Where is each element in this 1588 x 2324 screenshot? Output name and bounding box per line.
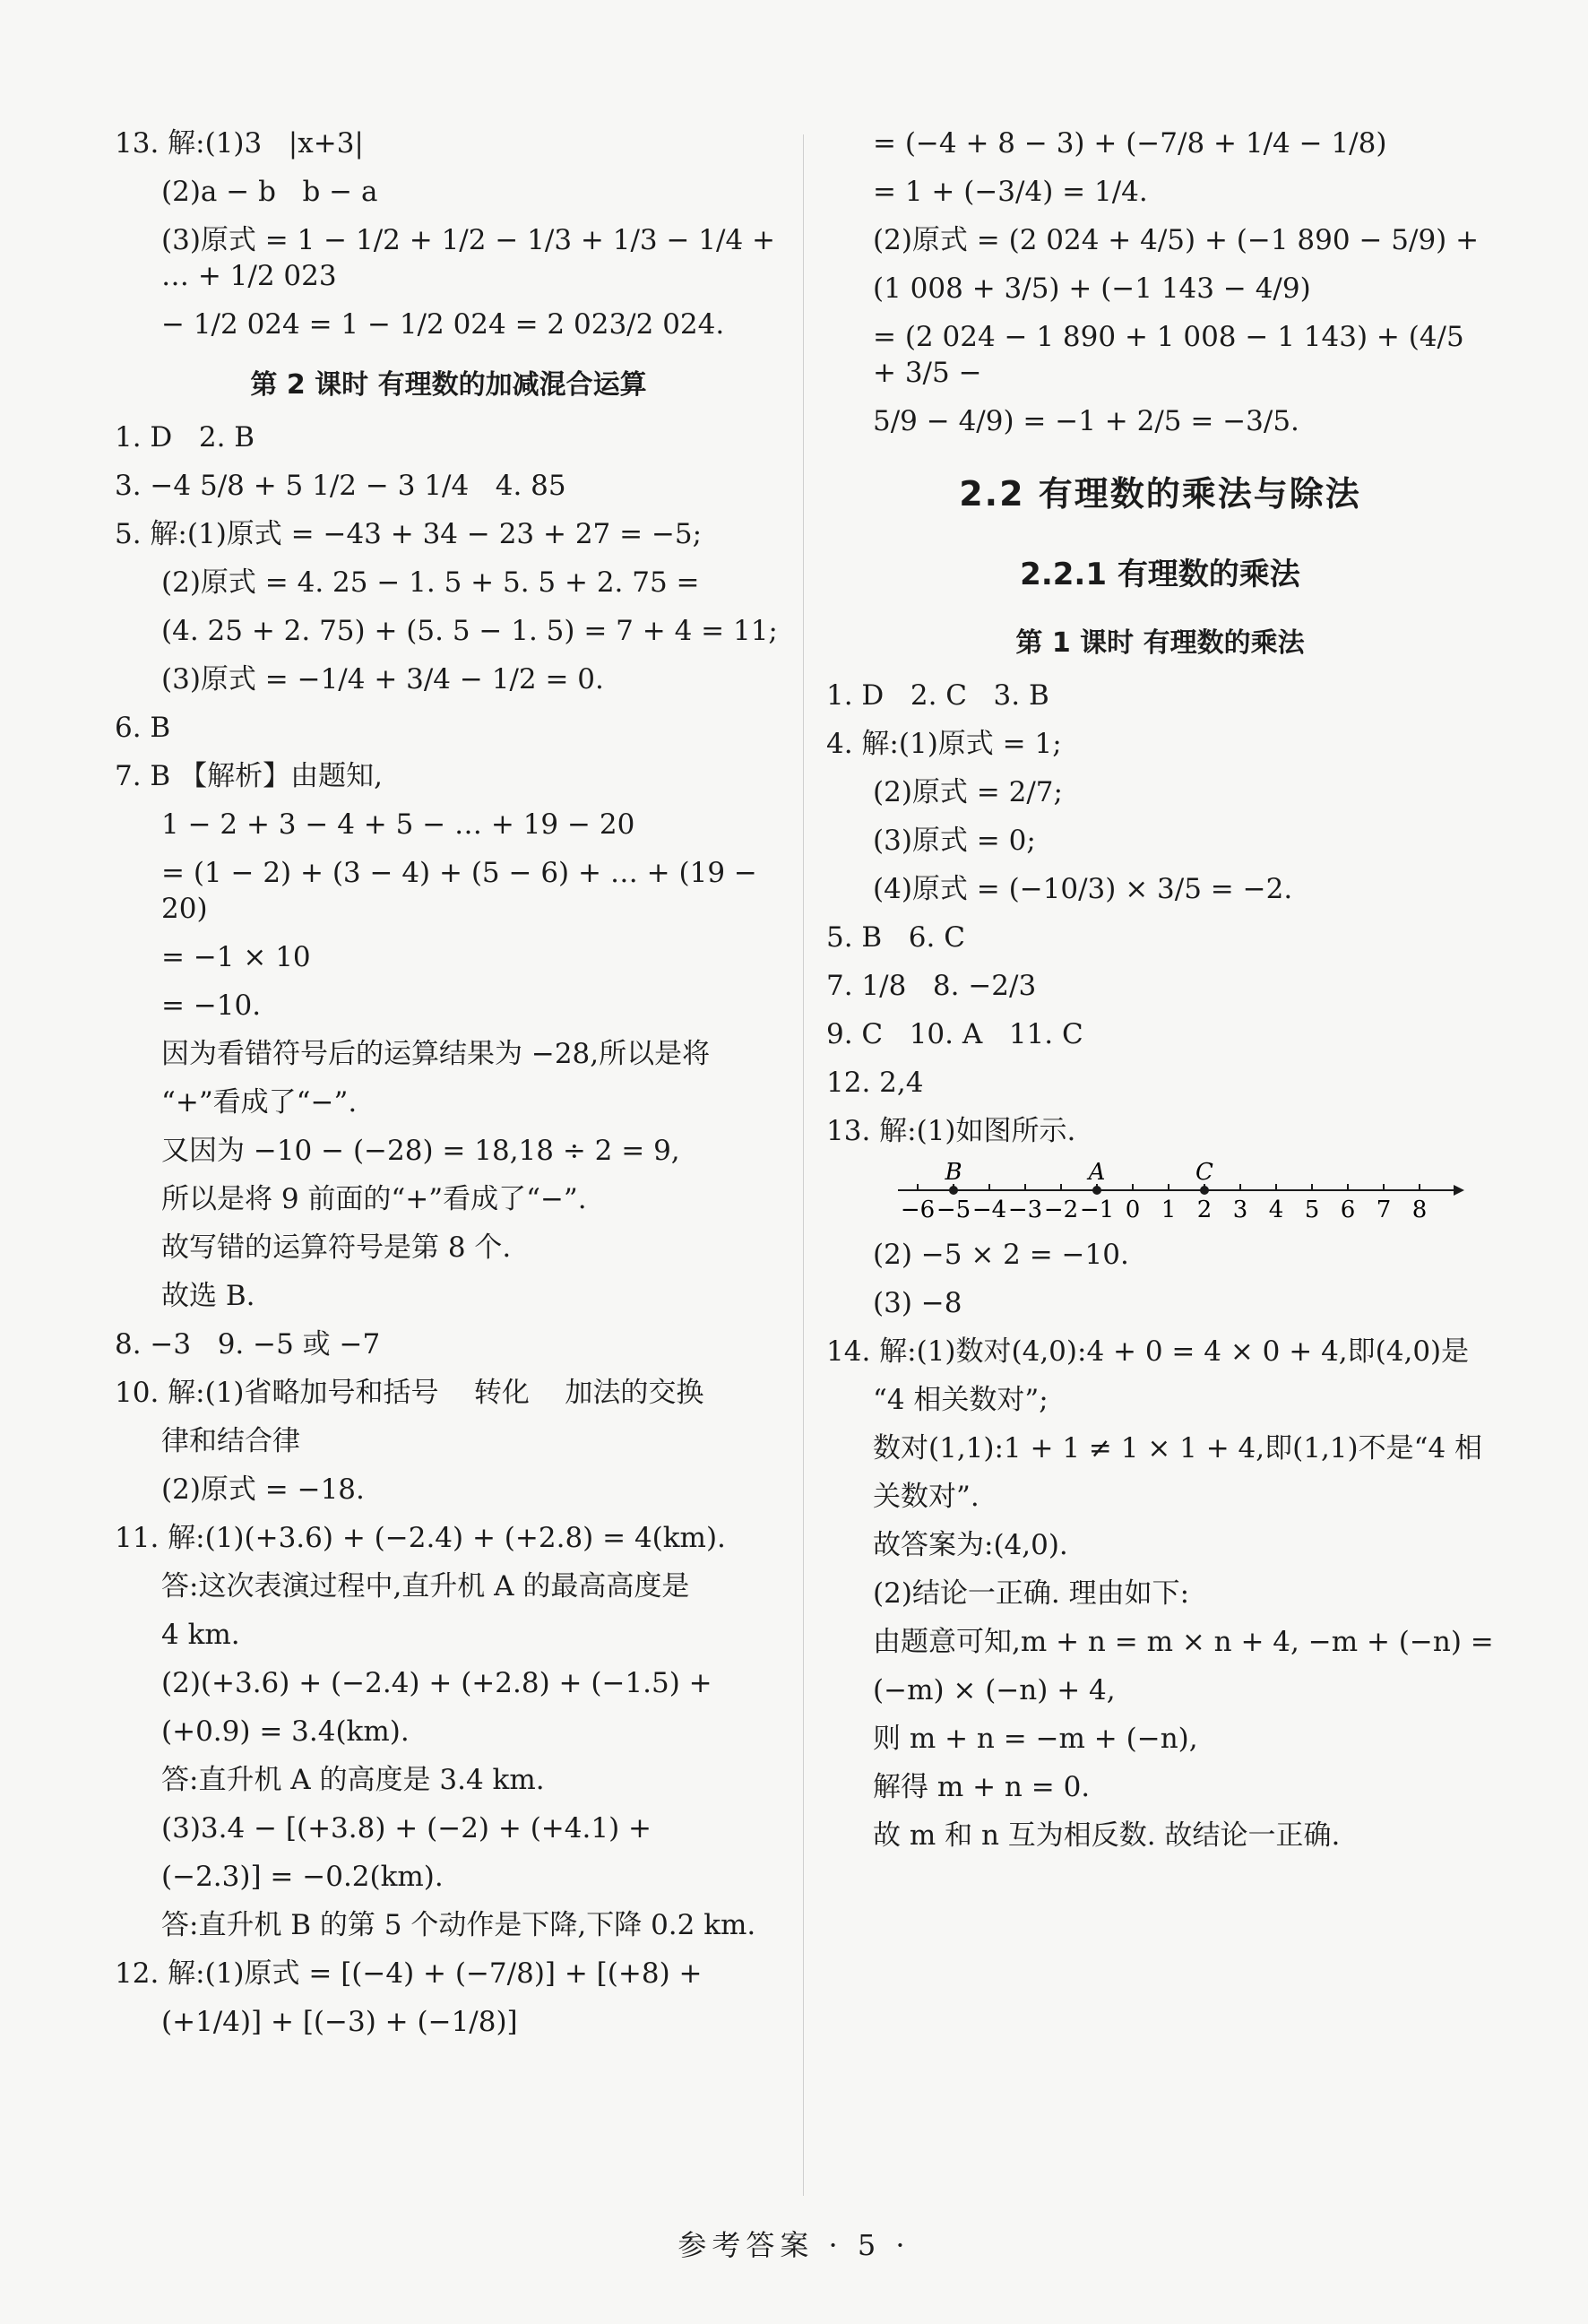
answer-line: (3)原式 = −1/4 + 3/4 − 1/2 = 0.: [161, 663, 604, 695]
number-line-tick-label: 2: [1196, 1197, 1213, 1223]
number-line-tick-label: 5: [1304, 1197, 1320, 1223]
answer-line: 答:直升机 B 的第 5 个动作是下降,下降 0.2 km.: [161, 1909, 756, 1941]
answer-line: (2)(+3.6) + (−2.4) + (+2.8) + (−1.5) +: [161, 1667, 712, 1699]
answer-line: (3)原式 = 1 − 1/2 + 1/2 − 1/3 + 1/3 − 1/4 + … + 1/2 023: [161, 224, 784, 292]
answer-line: 12. 解:(1)原式 = [(−4) + (−7/8)] + [(+8) +: [115, 1957, 703, 1990]
answer-line: “+”看成了“−”.: [161, 1086, 358, 1119]
answer-line: 9. C 10. A 11. C: [826, 1018, 1083, 1050]
answer-line: (2)原式 = 4. 25 − 1. 5 + 5. 5 + 2. 75 =: [161, 566, 700, 599]
answer-line: 因为看错符号后的运算结果为 −28,所以是将: [161, 1038, 711, 1070]
number-line-tick-label: −2: [1043, 1197, 1079, 1223]
answer-line: (1 008 + 3/5) + (−1 143 − 4/9): [873, 272, 1311, 305]
number-line-tick-label: 0: [1125, 1197, 1141, 1223]
answer-line: = −10.: [161, 989, 262, 1022]
number-line-point-label: B: [945, 1162, 962, 1186]
answer-line: “4 相关数对”;: [873, 1384, 1049, 1416]
answer-line: (2)a − b b − a: [161, 176, 378, 208]
answer-line: 解得 m + n = 0.: [873, 1771, 1091, 1803]
answer-line: 故选 B.: [161, 1280, 255, 1312]
answer-line: (3)原式 = 0;: [873, 825, 1036, 857]
number-line-point-label: C: [1195, 1162, 1213, 1186]
number-line-point: [949, 1186, 958, 1195]
number-line-tick-label: −3: [1007, 1197, 1043, 1223]
number-line-figure: [826, 1162, 1494, 1224]
number-line: [898, 1162, 1471, 1224]
answer-line: (3)3.4 − [(+3.8) + (−2) + (+4.1) +: [161, 1812, 652, 1845]
answer-line: 10. 解:(1)省略加号和括号 转化 加法的交换: [115, 1377, 704, 1409]
answer-line: (+0.9) = 3.4(km).: [161, 1715, 410, 1748]
answer-line: 4 km.: [161, 1619, 240, 1651]
answer-line: 数对(1,1):1 + 1 ≠ 1 × 1 + 4,即(1,1)不是“4 相: [873, 1432, 1483, 1464]
answer-line: 又因为 −10 − (−28) = 18,18 ÷ 2 = 9,: [161, 1135, 680, 1167]
answer-line: (4. 25 + 2. 75) + (5. 5 − 1. 5) = 7 + 4 = 11;: [161, 615, 778, 647]
answer-line: (2)原式 = −18.: [161, 1473, 365, 1506]
answer-line: 故答案为:(4,0).: [873, 1529, 1068, 1561]
section-heading: 2.2 有理数的乘法与除法: [959, 474, 1361, 514]
answer-line: 13. 解:(1)3 |x+3|: [115, 127, 364, 160]
answer-line: 12. 2,4: [826, 1067, 924, 1099]
lesson-heading: 第 2 课时 有理数的加减混合运算: [250, 369, 647, 401]
answer-line: (2)结论一正确. 理由如下:: [873, 1577, 1190, 1610]
answer-line: 1 − 2 + 3 − 4 + 5 − … + 19 − 20: [161, 808, 635, 841]
answer-line: = (1 − 2) + (3 − 4) + (5 − 6) + … + (19 − 20): [161, 857, 766, 925]
answer-line: 1. D 2. B: [115, 421, 255, 454]
answer-line: 关数对”.: [873, 1481, 980, 1513]
number-line-tick-label: −6: [900, 1197, 936, 1223]
answer-line: (3) −8: [873, 1287, 962, 1319]
answer-line: 律和结合律: [161, 1425, 300, 1457]
lesson-heading: 第 1 课时 有理数的乘法: [1015, 627, 1305, 659]
number-line-tick-label: 3: [1232, 1197, 1248, 1223]
answer-line: 5/9 − 4/9) = −1 + 2/5 = −3/5.: [873, 405, 1299, 437]
answer-line: = (2 024 − 1 890 + 1 008 − 1 143) + (4/5 + 3/5 −: [873, 321, 1473, 389]
answer-line: 5. B 6. C: [826, 921, 965, 954]
answer-line: = (−4 + 8 − 3) + (−7/8 + 1/4 − 1/8): [873, 127, 1387, 160]
number-line-tick-label: −5: [936, 1197, 971, 1223]
answer-line: 7. B 【解析】由题知,: [115, 760, 383, 792]
number-line-point: [1200, 1186, 1209, 1195]
answer-line: 答:直升机 A 的高度是 3.4 km.: [161, 1764, 545, 1796]
answer-line: (−2.3)] = −0.2(km).: [161, 1861, 444, 1893]
number-line-tick-label: 1: [1161, 1197, 1177, 1223]
number-line-tick-label: 7: [1376, 1197, 1392, 1223]
number-line-tick-label: 8: [1411, 1197, 1428, 1223]
answer-line: 7. 1/8 8. −2/3: [826, 970, 1037, 1002]
answer-line: 11. 解:(1)(+3.6) + (−2.4) + (+2.8) = 4(km).: [115, 1522, 726, 1554]
number-line-point-label: A: [1088, 1162, 1106, 1186]
answer-line: (+1/4)] + [(−3) + (−1/8)]: [161, 2006, 518, 2038]
answer-line: 故 m 和 n 互为相反数. 故结论一正确.: [873, 1819, 1341, 1852]
answer-line: 14. 解:(1)数对(4,0):4 + 0 = 4 × 0 + 4,即(4,0)是: [826, 1335, 1470, 1368]
answer-line: (4)原式 = (−10/3) × 3/5 = −2.: [873, 873, 1293, 905]
answer-line: (2)原式 = (2 024 + 4/5) + (−1 890 − 5/9) +: [873, 224, 1480, 256]
left-column: [115, 125, 782, 2052]
answer-line: 故写错的运算符号是第 8 个.: [161, 1231, 512, 1264]
number-line-arrow: [1454, 1185, 1464, 1196]
answer-line: 1. D 2. C 3. B: [826, 679, 1049, 712]
answer-line: 13. 解:(1)如图所示.: [826, 1115, 1076, 1147]
subsection-heading: 2.2.1 有理数的乘法: [1020, 557, 1300, 592]
answer-line: (2) −5 × 2 = −10.: [873, 1239, 1129, 1271]
answer-line: 5. 解:(1)原式 = −43 + 34 − 23 + 27 = −5;: [115, 518, 703, 550]
answer-line: 8. −3 9. −5 或 −7: [115, 1328, 381, 1361]
number-line-tick-label: 4: [1268, 1197, 1284, 1223]
answer-line: 3. −4 5/8 + 5 1/2 − 3 1/4 4. 85: [115, 470, 566, 502]
answer-line: 答:这次表演过程中,直升机 A 的最高高度是: [161, 1570, 690, 1603]
answer-line: 4. 解:(1)原式 = 1;: [826, 728, 1062, 760]
answer-line: 由题意可知,m + n = m × n + 4, −m + (−n) =: [873, 1626, 1494, 1658]
answer-line: (−m) × (−n) + 4,: [873, 1674, 1116, 1706]
number-line-tick-label: −4: [971, 1197, 1007, 1223]
number-line-tick-label: −1: [1079, 1197, 1115, 1223]
answer-line: − 1/2 024 = 1 − 1/2 024 = 2 023/2 024.: [161, 308, 725, 341]
answer-line: (2)原式 = 2/7;: [873, 776, 1063, 808]
number-line-tick-label: 6: [1340, 1197, 1356, 1223]
answer-line: 所以是将 9 前面的“+”看成了“−”.: [161, 1183, 587, 1215]
answer-line: 则 m + n = −m + (−n),: [873, 1723, 1198, 1755]
page-footer: 参考答案 · 5 ·: [677, 2228, 911, 2262]
number-line-point: [1092, 1186, 1101, 1195]
answer-line: 6. B: [115, 712, 171, 744]
column-divider: [803, 134, 804, 2196]
right-column: [826, 125, 1494, 1866]
answer-line: = −1 × 10: [161, 941, 311, 973]
answer-line: = 1 + (−3/4) = 1/4.: [873, 176, 1148, 208]
